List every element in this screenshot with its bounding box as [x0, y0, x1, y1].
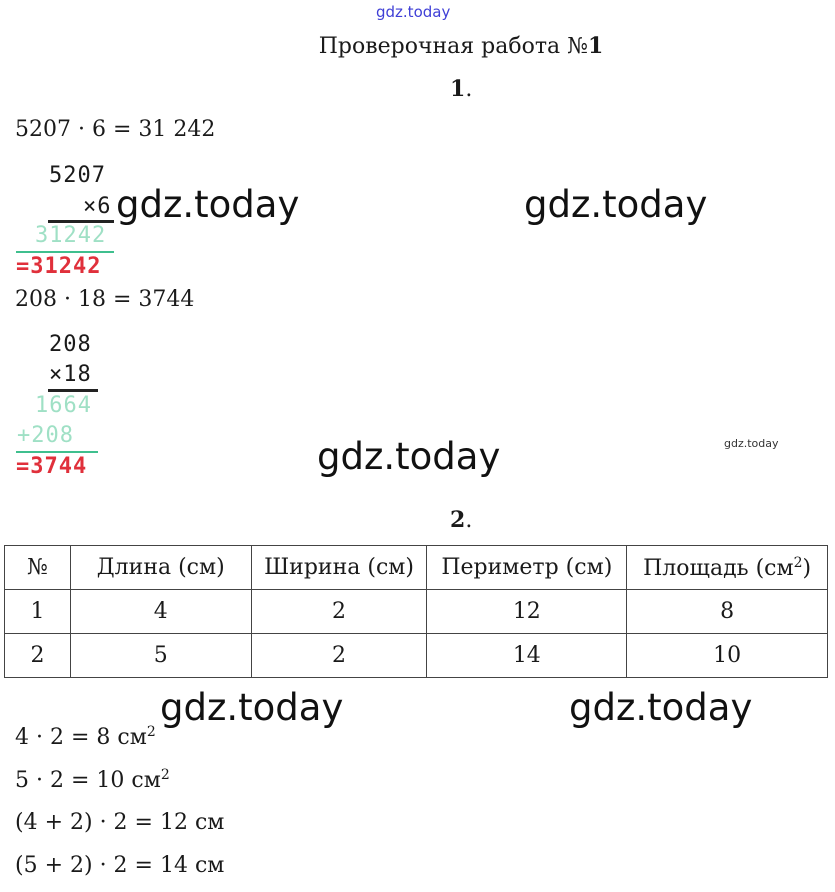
col2-partial-2: +208 — [17, 423, 74, 448]
table-header-row — [5, 546, 828, 590]
col2-result: =3744 — [16, 454, 88, 479]
calc-line-1-sup: 2 — [146, 724, 156, 740]
cell: 2 — [5, 634, 71, 678]
task1-number-value: 1 — [450, 76, 466, 102]
col1-top: 5207 — [49, 163, 106, 188]
cell: 12 — [427, 590, 627, 634]
col1-mult: ×6 — [83, 194, 112, 219]
calc-line-2-sup: 2 — [160, 767, 170, 783]
dimensions-table — [4, 545, 828, 678]
table-row — [5, 590, 828, 634]
calc-line-2 — [15, 767, 170, 793]
calc-line-4: (5 + 2) · 2 = 14 см — [15, 853, 225, 878]
calc-line-3: (4 + 2) · 2 = 12 см — [15, 810, 225, 835]
task1-number: 1. — [450, 76, 473, 102]
page-title — [0, 33, 835, 59]
task2-number: 2. — [450, 507, 473, 533]
watermark-small: gdz.today — [724, 437, 779, 450]
header-number: № — [5, 546, 71, 590]
top-watermark: gdz.today — [376, 3, 451, 21]
watermark-1: gdz.today — [116, 183, 300, 226]
cell: 4 — [70, 590, 251, 634]
cell: 8 — [627, 590, 828, 634]
col2-line — [48, 389, 98, 392]
header-area-text: Площадь (см — [643, 555, 794, 581]
col2-partial-1: 1664 — [35, 393, 92, 418]
watermark-4: gdz.today — [160, 686, 344, 729]
title-number: 1 — [587, 33, 604, 59]
cell: 10 — [627, 634, 828, 678]
header-area-close: ) — [802, 555, 812, 581]
header-length: Длина (см) — [70, 546, 251, 590]
watermark-5: gdz.today — [569, 686, 753, 729]
col2-top: 208 — [49, 332, 92, 357]
calc-line-2-text: 5 · 2 = 10 см — [15, 768, 161, 793]
calc-line-1-text: 4 · 2 = 8 см — [15, 725, 147, 750]
calc-line-1 — [15, 724, 156, 750]
col1-green-line — [16, 251, 114, 253]
header-perimeter: Периметр (см) — [427, 546, 627, 590]
header-area — [627, 546, 828, 590]
task2-number-value: 2 — [450, 507, 466, 533]
table-row — [5, 634, 828, 678]
col1-partial: 31242 — [35, 223, 107, 248]
title-text: Проверочная работа № — [318, 34, 588, 59]
watermark-3: gdz.today — [317, 435, 501, 478]
col2-green-line — [16, 451, 98, 453]
cell: 14 — [427, 634, 627, 678]
header-width: Ширина (см) — [251, 546, 427, 590]
cell: 2 — [251, 634, 427, 678]
task1-equation-2: 208 · 18 = 3744 — [15, 287, 195, 312]
header-area-sup: 2 — [793, 554, 803, 571]
task1-equation-1: 5207 · 6 = 31 242 — [15, 117, 216, 142]
cell: 2 — [251, 590, 427, 634]
col1-result: =31242 — [16, 254, 102, 279]
cell: 5 — [70, 634, 251, 678]
col2-mult: ×18 — [49, 362, 92, 387]
cell: 1 — [5, 590, 71, 634]
watermark-2: gdz.today — [524, 183, 708, 226]
